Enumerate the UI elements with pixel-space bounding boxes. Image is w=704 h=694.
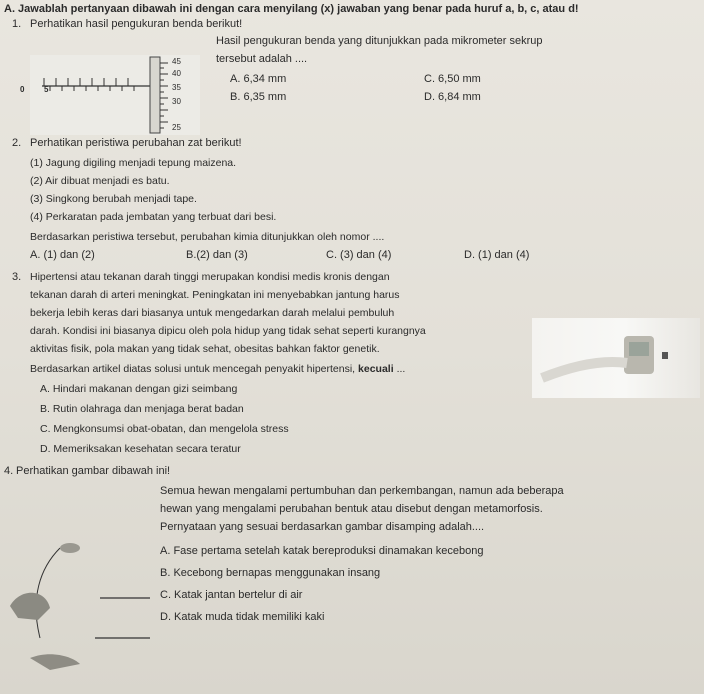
blood-pressure-photo <box>532 318 700 398</box>
q4-option-b[interactable]: B. Kecebong bernapas menggunakan insang <box>160 567 381 579</box>
q1-option-a[interactable]: A. 6,34 mm <box>230 73 287 85</box>
q4-stem-line-1: Semua hewan mengalami pertumbuhan dan perkembangan, namun ada beberapa <box>160 485 564 497</box>
micrometer-thimble <box>150 57 160 133</box>
frog-life-cycle-image <box>0 488 160 694</box>
thimble-label-30: 30 <box>172 97 181 106</box>
q3-option-c[interactable]: C. Mengkonsumsi obat-obatan, dan mengelola stress <box>40 423 289 435</box>
q2-item-3: (3) Singkong berubah menjadi tape. <box>30 193 197 205</box>
cycle-arrow-left <box>36 548 60 638</box>
adult-frog-shape <box>10 593 50 620</box>
q4-option-a[interactable]: A. Fase pertama setelah katak bereproduksi dinamakan kecebong <box>160 545 484 557</box>
q3-number: 3. <box>12 271 22 283</box>
q2-option-b[interactable]: B.(2) dan (3) <box>186 249 248 261</box>
q3-passage-line-5: aktivitas fisik, pola makan yang tidak sehat, obesitas bahkan faktor genetik. <box>30 343 380 355</box>
thimble-label-45: 45 <box>172 57 181 66</box>
young-frog-shape <box>30 654 80 670</box>
q2-option-a[interactable]: A. (1) dan (2) <box>30 249 95 261</box>
q3-passage-line-4: darah. Kondisi ini biasanya dipicu oleh pola hidup yang tidak sehat seperti kurangnya <box>30 325 426 337</box>
q1-number: 1. <box>12 18 22 30</box>
q1-option-d[interactable]: D. 6,84 mm <box>424 91 481 103</box>
q2-item-4: (4) Perkaratan pada jembatan yang terbuat dari besi. <box>30 211 277 223</box>
q2-option-c[interactable]: C. (3) dan (4) <box>326 249 392 261</box>
q3-option-b[interactable]: B. Rutin olahraga dan menjaga berat badan <box>40 403 244 415</box>
thimble-label-35: 35 <box>172 83 181 92</box>
q2-item-1: (1) Jagung digiling menjadi tepung maizena. <box>30 157 237 169</box>
micrometer-illustration <box>30 55 230 140</box>
q2-number: 2. <box>12 137 22 149</box>
q1-intro: Perhatikan hasil pengukuran benda berikut! <box>30 18 243 30</box>
q3-passage-line-3: bekerja lebih keras dari biasanya untuk mengedarkan darah melalui pembuluh <box>30 307 395 319</box>
q3-option-d[interactable]: D. Memeriksakan kesehatan secara teratur <box>40 443 241 455</box>
q3-option-a[interactable]: A. Hindari makanan dengan gizi seimbang <box>40 383 238 395</box>
q2-option-d[interactable]: D. (1) dan (4) <box>464 249 530 261</box>
q4-stem-line-2: hewan yang mengalami perubahan bentuk atau disebut dengan metamorfosis. <box>160 503 543 515</box>
q1-option-b[interactable]: B. 6,35 mm <box>230 91 287 103</box>
q4-stem-line-3: Pernyataan yang sesuai berdasarkan gambar disamping adalah.... <box>160 521 485 533</box>
q1-stem-line1: Hasil pengukuran benda yang ditunjukkan pada mikrometer sekrup <box>216 35 543 47</box>
q4-option-d[interactable]: D. Katak muda tidak memiliki kaki <box>160 611 325 623</box>
blood-pressure-monitor-image <box>532 318 700 398</box>
q3-question-prefix: Berdasarkan artikel diatas solusi untuk mencegah penyakit hipertensi, <box>30 363 356 375</box>
sleeve-label-5: 5 <box>44 85 49 94</box>
q1-stem-line2: tersebut adalah .... <box>216 53 308 65</box>
q4-intro: Perhatikan gambar dibawah ini! <box>16 465 171 477</box>
q3-question <box>30 364 405 375</box>
q1-option-c[interactable]: C. 6,50 mm <box>424 73 481 85</box>
monitor-button <box>662 352 668 359</box>
q3-question-keyword: kecuali <box>358 363 394 375</box>
q3-passage-line-1: Hipertensi atau tekanan darah tinggi merupakan kondisi medis kronis dengan <box>30 271 390 283</box>
q4-number: 4. <box>4 465 14 477</box>
thimble-label-40: 40 <box>172 69 181 78</box>
tadpole-shape <box>60 543 80 553</box>
q3-passage-line-2: tekanan darah di arteri meningkat. Peningkatan ini menyebabkan jantung harus <box>30 289 400 301</box>
q2-question: Berdasarkan peristiwa tersebut, perubahan kimia ditunjukkan oleh nomor .... <box>30 231 385 243</box>
arm-shape <box>542 362 627 378</box>
q4-option-c[interactable]: C. Katak jantan bertelur di air <box>160 589 303 601</box>
thimble-label-25: 25 <box>172 123 181 132</box>
q3-question-suffix: ... <box>396 363 406 375</box>
monitor-screen <box>629 342 649 356</box>
q2-intro: Perhatikan peristiwa perubahan zat berikut! <box>30 137 242 149</box>
sleeve-label-0: 0 <box>20 85 25 94</box>
section-header: A. Jawablah pertanyaan dibawah ini dengan cara menyilang (x) jawaban yang benar pada huruf a, b, c, atau d! <box>4 3 579 15</box>
q2-item-2: (2) Air dibuat menjadi es batu. <box>30 175 170 187</box>
